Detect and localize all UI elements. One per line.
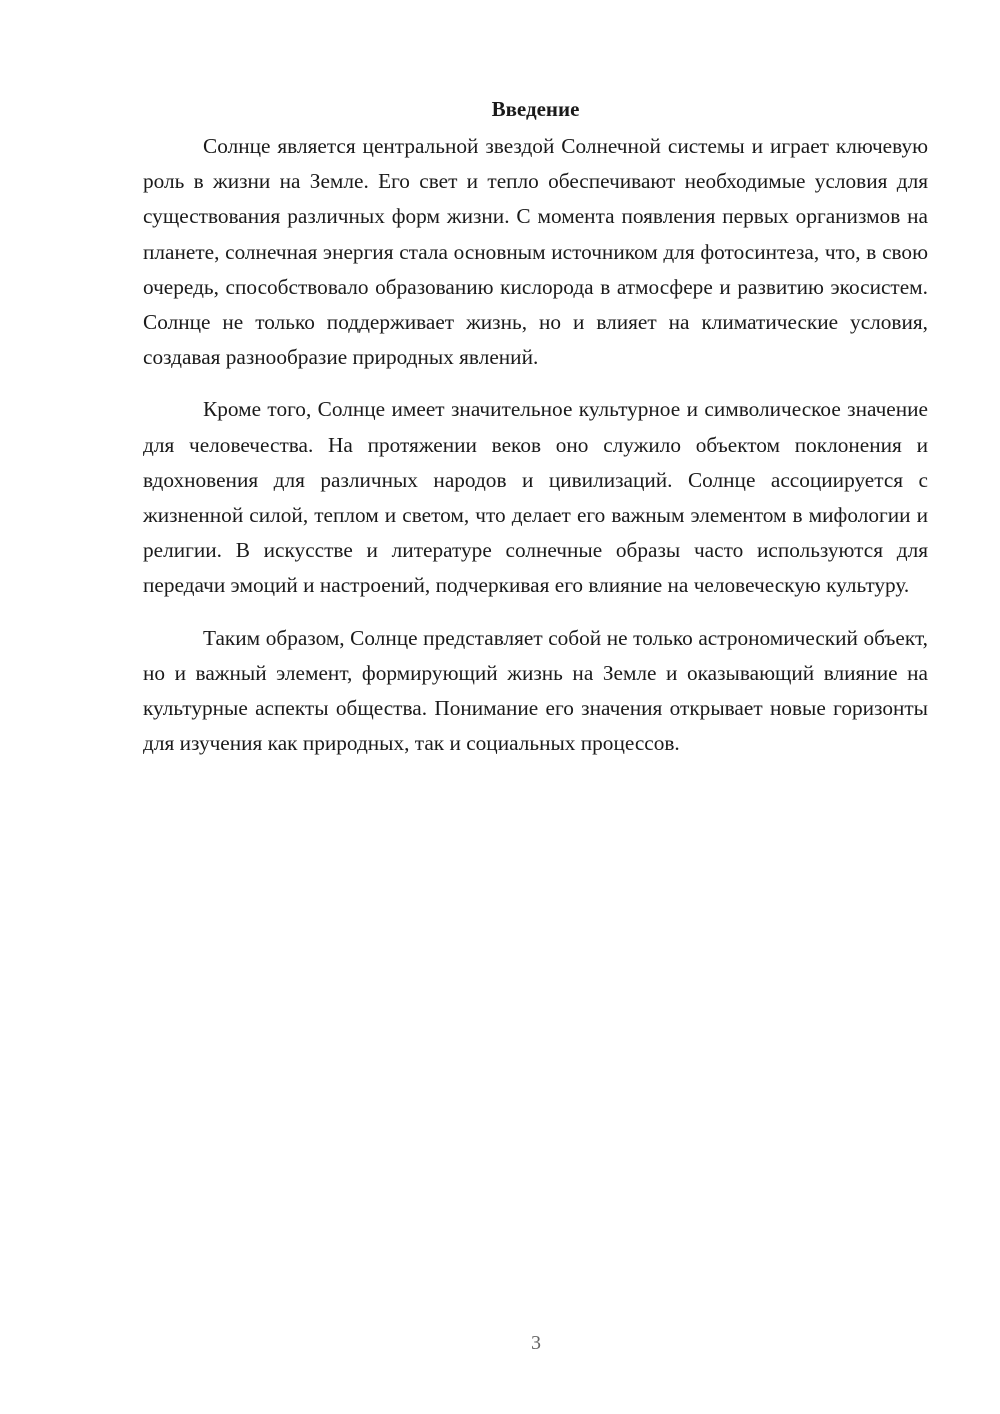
paragraph-2: Кроме того, Солнце имеет значительное культурное и символическое значение для человечества. На протяжении веков оно служило объектом поклонения и вдохновения для различных народов и цивилизаций. Солнце ассоциируется с жизненной силой, теплом и светом, что делает его важным элементом в мифологии и религии. В искусстве и литературе солнечные образы часто используются для передачи эмоций и настроений, подчеркивая его влияние на человеческую культуру. xyxy=(143,397,928,598)
paragraph-3: Таким образом, Солнце представляет собой не только астрономический объект, но и важный элемент, формирующий жизнь на Земле и оказывающий влияние на культурные аспекты общества. Понимание его значения открывает новые горизонты для изучения как природных, так и социальных процессов. xyxy=(143,625,928,756)
page-number: 3 xyxy=(531,1332,541,1354)
section-heading: Введение xyxy=(491,97,580,121)
page-content xyxy=(143,92,928,778)
paragraph-1: Солнце является центральной звездой Солнечной системы и играет ключевую роль в жизни на Земле. Его свет и тепло обеспечивают необходимые условия для существования различных форм жизни. С момента появления первых организмов на планете, солнечная энергия стала основным источником для фотосинтеза, что, в свою очередь, способствовало образованию кислорода в атмосфере и развитию экосистем. Солнце не только поддерживает жизнь, но и влияет на климатические условия, создавая разнообразие природных явлений. xyxy=(143,134,928,370)
